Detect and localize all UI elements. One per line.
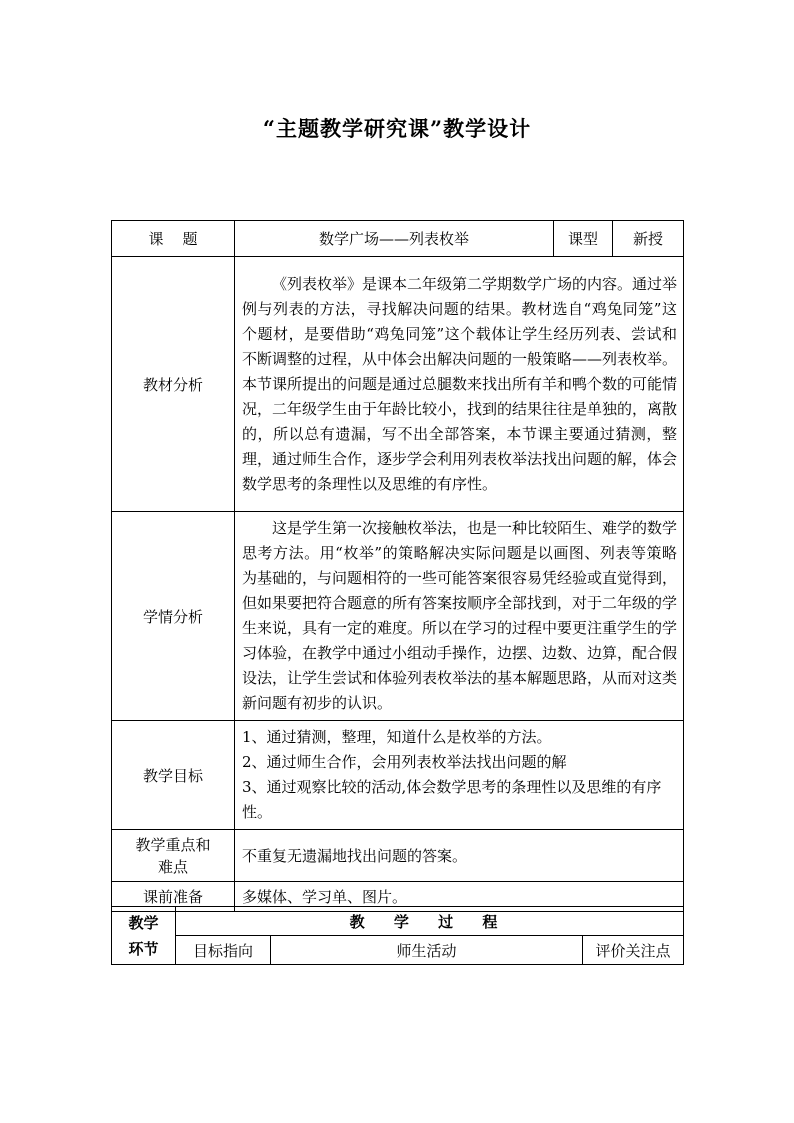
- type-value: 新授: [613, 221, 684, 257]
- process-heading-row: [112, 907, 684, 936]
- stage-label-line1: 教学: [128, 913, 159, 932]
- stage-label-line2: 环节: [128, 939, 159, 958]
- key-points-label-line1: 教学重点和: [135, 835, 211, 854]
- topic-label: 课 题: [112, 221, 235, 257]
- key-points-text: 不重复无遗漏地找出问题的答案。: [235, 830, 684, 882]
- student-analysis-row: [112, 512, 684, 721]
- material-analysis-row: [112, 257, 684, 512]
- process-table: [111, 906, 684, 965]
- preparation-text: 多媒体、学习单、图片。: [235, 882, 684, 912]
- stage-label: [112, 907, 176, 965]
- activity-column-header: 师生活动: [271, 936, 583, 965]
- page-title: “主题教学研究课”教学设计: [262, 116, 532, 141]
- material-analysis-label: 教材分析: [112, 257, 235, 512]
- topic-value: 数学广场——列表枚举: [235, 221, 554, 257]
- goal-column-header: 目标指向: [176, 936, 271, 965]
- objective-item-2: 2、通过师生合作，会用列表枚举法找出问题的解: [242, 753, 567, 771]
- process-heading: 教 学 过 程: [176, 907, 684, 936]
- objective-item-1: 1、通过猜测，整理，知道什么是枚举的方法。: [242, 728, 552, 746]
- type-label: 课型: [554, 221, 613, 257]
- process-columns-row: [112, 936, 684, 965]
- objectives-list: [235, 721, 684, 830]
- topic-row: [112, 221, 684, 257]
- lesson-info-table: [111, 220, 684, 912]
- key-points-label-line2: 难点: [157, 857, 188, 876]
- objective-item-3: 3、通过观察比较的活动,体会数学思考的条理性以及思维的有序性。: [242, 778, 662, 821]
- key-points-label: [112, 830, 235, 882]
- preparation-label: 课前准备: [112, 882, 235, 912]
- evaluation-column-header: 评价关注点: [583, 936, 684, 965]
- key-points-row: [112, 830, 684, 882]
- student-analysis-label: 学情分析: [112, 512, 235, 721]
- student-analysis-text: 这是学生第一次接触枚举法，也是一种比较陌生、难学的数学思考方法。用“枚举”的策略解决实际问题是以画图、列表等策略为基础的，与问题相符的一些可能答案很容易凭经验或直觉得到，但如果要把符合题意的所有答案按顺序全部找到，对于二年级的学生来说，具有一定的难度。所以在学习的过程中要更注重学生的学习体验，在教学中通过小组动手操作，边摆、边数、边算，配合假设法，让学生尝试和体验列表枚举法的基本解题思路，从而对这类新问题有初步的认识。: [235, 512, 684, 721]
- objectives-label: 教学目标: [112, 721, 235, 830]
- material-analysis-text: 《列表枚举》是课本二年级第二学期数学广场的内容。通过举例与列表的方法，寻找解决问题的结果。教材选自“鸡兔同笼”这个题材，是要借助“鸡兔同笼”这个载体让学生经历列表、尝试和不断调整的过程，从中体会出解决问题的一般策略——列表枚举。本节课所提出的问题是通过总腿数来找出所有羊和鸭个数的可能情况，二年级学生由于年龄比较小，找到的结果往往是单独的，离散的，所以总有遗漏，写不出全部答案，本节课主要通过猜测，整理，通过师生合作，逐步学会利用列表枚举法找出问题的解，体会数学思考的条理性以及思维的有序性。: [235, 257, 684, 512]
- objectives-row: [112, 721, 684, 830]
